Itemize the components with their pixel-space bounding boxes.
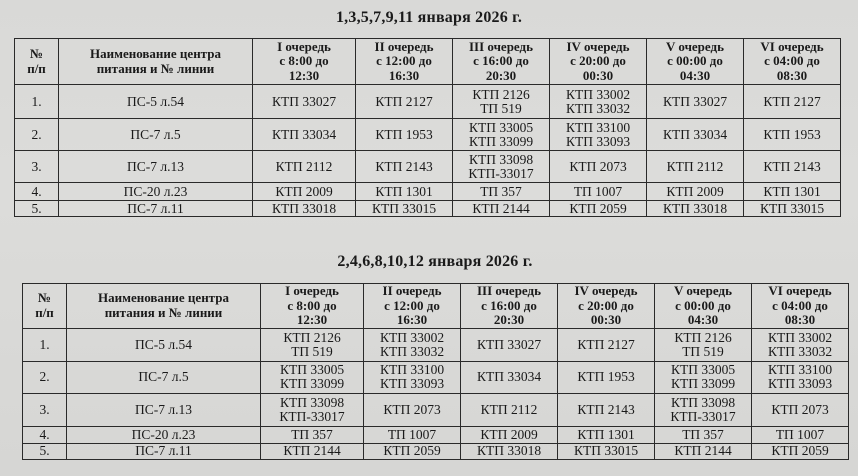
substation-cell xyxy=(655,328,752,361)
header-queue-2 xyxy=(356,39,453,85)
substation-cell xyxy=(356,183,453,201)
substation-cell xyxy=(356,85,453,119)
header-queue-1 xyxy=(253,39,356,85)
substation-cell xyxy=(550,85,647,119)
substation-id: КТП 2059 xyxy=(383,443,441,458)
header-queue-5 xyxy=(655,284,752,329)
header-queue-4 xyxy=(558,284,655,329)
table-row xyxy=(15,119,841,151)
feeder-name: ПС-7 л.13 xyxy=(67,393,261,426)
substation-cell xyxy=(550,201,647,217)
header-text: с 8:00 до xyxy=(287,297,337,313)
substation-cell xyxy=(261,361,364,393)
substation-cell xyxy=(453,151,550,183)
table-row xyxy=(15,183,841,201)
substation-cell xyxy=(364,393,461,426)
header-text: п/п xyxy=(35,304,54,320)
substation-id: ТП 519 xyxy=(291,343,333,359)
header-number xyxy=(15,39,59,85)
header-queue-6 xyxy=(752,284,849,329)
substation-cell xyxy=(558,426,655,443)
substation-id: ТП 1007 xyxy=(387,426,437,442)
header-text: № xyxy=(29,46,44,61)
substation-id: КТП 33099 xyxy=(468,133,534,149)
substation-cell xyxy=(752,361,849,393)
substation-id: КТП 2144 xyxy=(674,443,732,458)
substation-cell xyxy=(647,119,744,151)
header-queue-1 xyxy=(261,284,364,329)
header-text: с 20:00 до xyxy=(578,297,634,313)
substation-id: КТП 2073 xyxy=(771,401,829,417)
substation-cell xyxy=(364,426,461,443)
header-text: 08:30 xyxy=(776,67,808,83)
table-row xyxy=(23,361,849,393)
substation-id: ТП 519 xyxy=(682,343,724,359)
row-number: 1. xyxy=(15,85,59,119)
substation-id: КТП 1301 xyxy=(577,426,635,442)
substation-id: КТП 33098 xyxy=(279,394,345,410)
header-text: 00:30 xyxy=(582,67,614,83)
header-text: с 00:00 до xyxy=(667,53,723,69)
substation-id: КТП 2009 xyxy=(275,183,333,199)
header-text: V очередь xyxy=(674,283,732,298)
substation-id: КТП-33017 xyxy=(468,165,534,181)
substation-cell xyxy=(461,361,558,393)
outage-schedule-table xyxy=(22,283,849,460)
header-text: Наименование центра xyxy=(98,290,229,306)
substation-id: КТП 33099 xyxy=(279,376,345,391)
substation-id: КТП 2059 xyxy=(771,443,829,458)
substation-id: ТП 1007 xyxy=(573,183,623,199)
substation-cell xyxy=(461,426,558,443)
substation-cell xyxy=(744,183,841,201)
substation-id: КТП 2127 xyxy=(375,93,433,109)
substation-id: КТП 2127 xyxy=(577,336,635,352)
header-number xyxy=(23,284,67,329)
table-row xyxy=(15,201,841,217)
substation-id: КТП 33015 xyxy=(371,200,437,216)
substation-cell xyxy=(461,328,558,361)
header-text: 00:30 xyxy=(590,312,622,327)
substation-id: ТП 357 xyxy=(480,183,522,199)
substation-cell xyxy=(655,426,752,443)
substation-id: ТП 1007 xyxy=(775,426,825,442)
header-text: питания и № линии xyxy=(96,60,215,76)
substation-cell xyxy=(558,328,655,361)
substation-id: КТП 2126 xyxy=(674,329,732,345)
substation-cell xyxy=(647,201,744,217)
substation-cell xyxy=(752,443,849,459)
substation-cell xyxy=(356,151,453,183)
table-row xyxy=(15,151,841,183)
header-text: 16:30 xyxy=(388,67,420,83)
header-queue-3 xyxy=(453,39,550,85)
substation-id: КТП 33034 xyxy=(271,126,337,142)
header-text: Наименование центра xyxy=(90,46,221,61)
row-number: 5. xyxy=(23,443,67,459)
substation-cell xyxy=(655,361,752,393)
substation-cell xyxy=(744,201,841,217)
header-queue-2 xyxy=(364,284,461,329)
header-text: с 04:00 до xyxy=(764,53,820,69)
substation-id: КТП 33032 xyxy=(379,343,445,359)
substation-cell xyxy=(453,201,550,217)
substation-cell xyxy=(752,328,849,361)
substation-id: КТП 33027 xyxy=(271,93,337,109)
header-text: II очередь xyxy=(374,38,434,54)
substation-id: КТП 33018 xyxy=(476,443,542,458)
header-text: 12:30 xyxy=(296,312,328,327)
header-text: II очередь xyxy=(382,283,442,298)
header-text: 12:30 xyxy=(288,67,320,83)
substation-cell xyxy=(261,443,364,459)
substation-id: КТП 1953 xyxy=(763,126,821,142)
substation-cell xyxy=(253,119,356,151)
substation-cell xyxy=(364,443,461,459)
substation-cell xyxy=(261,328,364,361)
row-number: 4. xyxy=(23,426,67,443)
substation-cell xyxy=(364,361,461,393)
row-number: 5. xyxy=(15,201,59,217)
outage-schedule-table xyxy=(14,38,841,217)
substation-cell xyxy=(558,393,655,426)
substation-cell xyxy=(356,201,453,217)
substation-id: КТП-33017 xyxy=(670,408,736,424)
feeder-name: ПС-5 л.54 xyxy=(59,85,253,119)
header-text: п/п xyxy=(27,60,46,76)
substation-id: КТП 33032 xyxy=(565,100,631,116)
substation-id: КТП 1301 xyxy=(763,183,821,199)
row-number: 4. xyxy=(15,183,59,201)
substation-cell xyxy=(655,393,752,426)
substation-cell xyxy=(550,183,647,201)
table-row xyxy=(23,393,849,426)
header-text: с 04:00 до xyxy=(772,297,828,313)
substation-cell xyxy=(364,328,461,361)
feeder-name: ПС-20 л.23 xyxy=(67,426,261,443)
substation-id: КТП 1953 xyxy=(375,126,433,142)
substation-id: КТП 33034 xyxy=(662,126,728,142)
substation-id: КТП 2127 xyxy=(763,93,821,109)
table-row xyxy=(23,426,849,443)
header-text: 04:30 xyxy=(687,312,719,327)
header-queue-4 xyxy=(550,39,647,85)
substation-id: КТП 33027 xyxy=(662,93,728,109)
header-text: № xyxy=(37,290,52,306)
substation-cell xyxy=(744,85,841,119)
substation-id: КТП 33027 xyxy=(476,336,542,352)
header-text: III очередь xyxy=(477,283,541,298)
feeder-name: ПС-7 л.5 xyxy=(59,119,253,151)
substation-id: КТП 2112 xyxy=(275,158,333,174)
substation-id: КТП 33098 xyxy=(670,394,736,410)
substation-id: КТП 2059 xyxy=(569,200,627,216)
header-text: VI очередь xyxy=(768,283,832,298)
header-text: 08:30 xyxy=(784,312,816,327)
substation-id: КТП 2073 xyxy=(569,158,627,174)
substation-id: ТП 357 xyxy=(291,426,333,442)
substation-cell xyxy=(744,119,841,151)
substation-id: КТП 2126 xyxy=(472,86,530,102)
substation-id: КТП 33018 xyxy=(662,200,728,216)
substation-id: КТП 33100 xyxy=(379,362,445,377)
header-text: 04:30 xyxy=(679,67,711,83)
header-text: I очередь xyxy=(277,38,331,54)
feeder-name: ПС-20 л.23 xyxy=(59,183,253,201)
substation-cell xyxy=(253,151,356,183)
substation-id: КТП 2143 xyxy=(577,401,635,417)
substation-id: КТП 2009 xyxy=(666,183,724,199)
substation-cell xyxy=(550,119,647,151)
header-text: с 16:00 до xyxy=(481,297,537,313)
header-queue-6 xyxy=(744,39,841,85)
substation-cell xyxy=(752,426,849,443)
substation-id: КТП 33005 xyxy=(279,362,345,377)
substation-cell xyxy=(356,119,453,151)
substation-id: КТП 33002 xyxy=(379,329,445,345)
substation-cell xyxy=(461,443,558,459)
substation-cell xyxy=(752,393,849,426)
header-queue-3 xyxy=(461,284,558,329)
substation-cell xyxy=(453,119,550,151)
row-number: 3. xyxy=(15,151,59,183)
substation-cell xyxy=(453,85,550,119)
substation-cell xyxy=(744,151,841,183)
row-number: 3. xyxy=(23,393,67,426)
header-feeder-name xyxy=(59,39,253,85)
header-text: с 16:00 до xyxy=(473,53,529,69)
header-text: с 20:00 до xyxy=(570,53,626,69)
substation-id: КТП 33093 xyxy=(767,376,833,391)
table-row xyxy=(23,443,849,459)
substation-cell xyxy=(558,443,655,459)
feeder-name: ПС-7 л.11 xyxy=(59,201,253,217)
substation-cell xyxy=(453,183,550,201)
header-feeder-name xyxy=(67,284,261,329)
row-number: 2. xyxy=(15,119,59,151)
substation-id: КТП 2009 xyxy=(480,426,538,442)
feeder-name: ПС-7 л.13 xyxy=(59,151,253,183)
substation-cell xyxy=(655,443,752,459)
substation-id: КТП-33017 xyxy=(279,408,345,424)
substation-id: КТП 33005 xyxy=(468,119,534,135)
feeder-name: ПС-5 л.54 xyxy=(67,328,261,361)
row-number: 2. xyxy=(23,361,67,393)
substation-id: КТП 33032 xyxy=(767,343,833,359)
schedule-date-title: 1,3,5,7,9,11 января 2026 г. xyxy=(335,9,523,26)
header-text: IV очередь xyxy=(566,38,630,54)
header-text: с 00:00 до xyxy=(675,297,731,313)
substation-id: КТП 33093 xyxy=(379,376,445,391)
substation-id: КТП 2112 xyxy=(666,158,724,174)
substation-id: КТП 2144 xyxy=(283,443,341,458)
header-text: 20:30 xyxy=(485,67,517,83)
substation-cell xyxy=(647,183,744,201)
header-text: питания и № линии xyxy=(104,304,223,320)
header-row xyxy=(23,284,849,329)
header-text: с 12:00 до xyxy=(376,53,432,69)
header-text: IV очередь xyxy=(574,283,638,298)
schedule-date-title: 2,4,6,8,10,12 января 2026 г. xyxy=(337,253,533,270)
header-text: V очередь xyxy=(666,38,724,54)
header-text: с 12:00 до xyxy=(384,297,440,313)
substation-cell xyxy=(253,183,356,201)
substation-id: КТП 33002 xyxy=(767,329,833,345)
substation-id: КТП 2144 xyxy=(472,200,530,216)
substation-id: КТП 33034 xyxy=(476,369,542,384)
substation-id: КТП 33005 xyxy=(670,362,736,377)
substation-id: КТП 2073 xyxy=(383,401,441,417)
substation-cell xyxy=(558,361,655,393)
substation-id: КТП 33098 xyxy=(468,151,534,167)
substation-cell xyxy=(461,393,558,426)
substation-cell xyxy=(261,426,364,443)
header-row xyxy=(15,39,841,85)
substation-id: КТП 33015 xyxy=(759,200,825,216)
substation-id: КТП 33015 xyxy=(573,443,639,458)
substation-cell xyxy=(261,393,364,426)
header-text: VI очередь xyxy=(760,38,824,54)
substation-id: КТП 1301 xyxy=(375,183,433,199)
feeder-name: ПС-7 л.11 xyxy=(67,443,261,459)
substation-id: КТП 33002 xyxy=(565,86,631,102)
feeder-name: ПС-7 л.5 xyxy=(67,361,261,393)
substation-cell xyxy=(550,151,647,183)
substation-id: КТП 2143 xyxy=(375,158,433,174)
substation-id: КТП 2112 xyxy=(480,401,538,417)
substation-id: КТП 1953 xyxy=(577,369,635,384)
substation-cell xyxy=(253,85,356,119)
substation-cell xyxy=(647,151,744,183)
header-text: с 8:00 до xyxy=(279,53,329,69)
substation-id: КТП 2126 xyxy=(283,329,341,345)
substation-id: КТП 2143 xyxy=(763,158,821,174)
table-row xyxy=(15,85,841,119)
substation-cell xyxy=(253,201,356,217)
header-text: 16:30 xyxy=(396,312,428,327)
row-number: 1. xyxy=(23,328,67,361)
substation-id: КТП 33099 xyxy=(670,376,736,391)
header-text: I очередь xyxy=(285,283,339,298)
header-queue-5 xyxy=(647,39,744,85)
header-text: 20:30 xyxy=(493,312,525,327)
substation-id: КТП 33093 xyxy=(565,133,631,149)
substation-id: КТП 33100 xyxy=(767,362,833,377)
substation-id: ТП 519 xyxy=(480,100,522,116)
table-row xyxy=(23,328,849,361)
header-text: III очередь xyxy=(469,38,533,54)
substation-id: ТП 357 xyxy=(682,426,724,442)
substation-cell xyxy=(647,85,744,119)
substation-id: КТП 33018 xyxy=(271,200,337,216)
substation-id: КТП 33100 xyxy=(565,119,631,135)
